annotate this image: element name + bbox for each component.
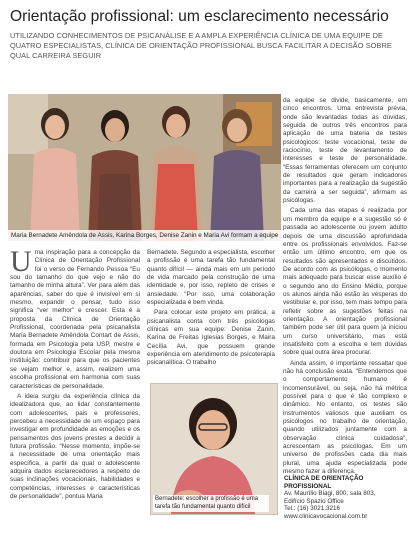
article-column-1 (10, 245, 140, 541)
article-headline: Orientação profissional: um esclarecimento necessário (10, 8, 389, 25)
paragraph: Para colocar este projeto em prática, a psicanalista conta com três psicólogas clínicas em sua equipe: Denise Zanin, Karina de Freitas Iglesias Borges, e Maira Cecília Avi, que possuem grande experiência em atendimento de psicoterapia psicanalítica. O trabalho (147, 309, 275, 367)
team-photo-caption: Maria Bernadete Amêndola de Assis, Karina Borges, Denise Zanin e Maria Avi formam a equipe (8, 230, 281, 241)
article-column-2 (147, 249, 275, 379)
contact-address-line-2: Edifício Spazio Office (284, 497, 344, 505)
contact-website-link[interactable]: www.clinicavocacional.com.br (284, 512, 368, 520)
article-intro: UTILIZANDO CONHECIMENTOS DE PSICANÁLISE E A AMPLA EXPERIÊNCIA CLÍNICA DE UMA EQUIPE DE QUATRO ESPECIALISTAS, CLÍNICA DE ORIENTAÇÃO PROFISSIONAL BUSCA FACILITAR A DECISÃO SOBRE QUAL CARREIRA SEGUIR (10, 31, 392, 61)
paragraph: Ainda assim, é importante ressaltar que não há conclusão exata. “Entendemos que o comportamento humano é incomensurável, ou seja, não há métrica possível para o que é tão complexo e dinâmico. No entanto, os testes são instrumentos valiosos que auxiliam os psicólogos no trabalho de orientação, quando utilizados juntamente com a observação clínica cuidadosa”, acrescentam as psicólogas. Em um universo de profissões cada dia mais plural, uma ajuda especializada pode mesmo fazer a diferença. (283, 359, 407, 476)
contact-box (284, 475, 406, 520)
article-column-3 (283, 97, 407, 476)
portrait-photo (150, 383, 278, 515)
paragraph-text: ma inspiração para a concepção da Clínica de Orientação Profissional foi o verso de Fernando Pessoa “Eu sou do tamanho do que vejo e não do tamanho de minha altura”. Ver para além das aparências, saber do que é invisível em si mesmo, expandir o pensar, tudo isso significa “ver melhor” e crescer. Esta é a proposta da Clínica de Orientação Profissional, coordenada pela psicanalista Maria Bernadete Amêndola Contart de Assis, formada em Psicologia pela USP, mestre e doutora em Psicologia Escolar pela mesma instituição: contribuir para que os pacientes se vejam melhor e, assim, realizem uma escolha profissional em harmonia com suas características de personalidade. (10, 249, 140, 390)
portrait-photo-caption: Bernadete: escolher a profissão é uma tarefa tão fundamental quanto difícil (153, 495, 269, 512)
team-photo-illustration (8, 94, 281, 241)
contact-phone: Tel.: (16) 3021.3216 (284, 505, 341, 512)
drop-cap: U (10, 245, 32, 278)
contact-address-line-1: Av. Maurílio Biagi, 800, sala 803, (284, 490, 376, 497)
paragraph: Bernadete. Segundo a especialista, escolher a profissão é uma tarefa tão fundamental quanto difícil — ainda mais em um período de vida marcado pela construção de uma identidade e, por isso, repleto de crises e ansiedade. “Por isso, uma colaboração especializada é bem vinda. (147, 249, 275, 307)
paragraph: Cada uma das etapas é realizada por um membro da equipe e a sugestão só é passada ao adolescente ou jovem adulto depois de uma discussão aprofundada entre os profissionais envolvidos. Faz-se então um último encontro, em que os resultados são apresentados e discutidos. De acordo com as psicólogas, o momento mais adequado para buscar esse auxílio é o segundo ano do Ensino Médio, porque os alunos ainda não estão às vésperas do vestibular e, por isso, tem mais tempo para refletir sobre as sugestões feitas na orientação. A orientação profissional também pode ser útil para quem já iniciou um curso universitário, mas está insatisfeito com a escolha e tem dúvidas sobre qual outra área procurar. (283, 207, 407, 357)
team-photo (8, 94, 281, 241)
contact-name: CLÍNICA DE ORIENTAÇÃO PROFISSIONAL (284, 475, 364, 490)
paragraph: da equipe se divide, basicamente, em cinco encontros. Uma entrevista prévia, onde são levantadas todas as dúvidas, seguida de outros três encontros para aplicação de uma bateria de testes psicológicos: teste vocacional, teste de raciocínio, teste de levantamento de interesses e teste de personalidade. “Essas ferramentas oferecem um conjunto de resultados que geram indicadores importantes para a realização da sugestão da carreira a ser seguida”, afirmam as psicólogas. (283, 97, 407, 205)
paragraph (10, 245, 140, 391)
paragraph: A ideia surgiu da experiência clínica da idealizadora que, ao lidar constantemente com adolescentes, pais e professores, percebeu a necessidade de um espaço para investigar em profundidade as emoções e os pensamentos dos jovens prestes a decidir a futura profissão. “Nesse momento, impõe-se a necessidade de uma orientação mais específica, a partir da qual o adolescente adquira dados esclarecedores a respeito de suas inclinações vocacionais, habilidades e competências, interesses e características de personalidade”, pontua Maria (10, 392, 140, 500)
